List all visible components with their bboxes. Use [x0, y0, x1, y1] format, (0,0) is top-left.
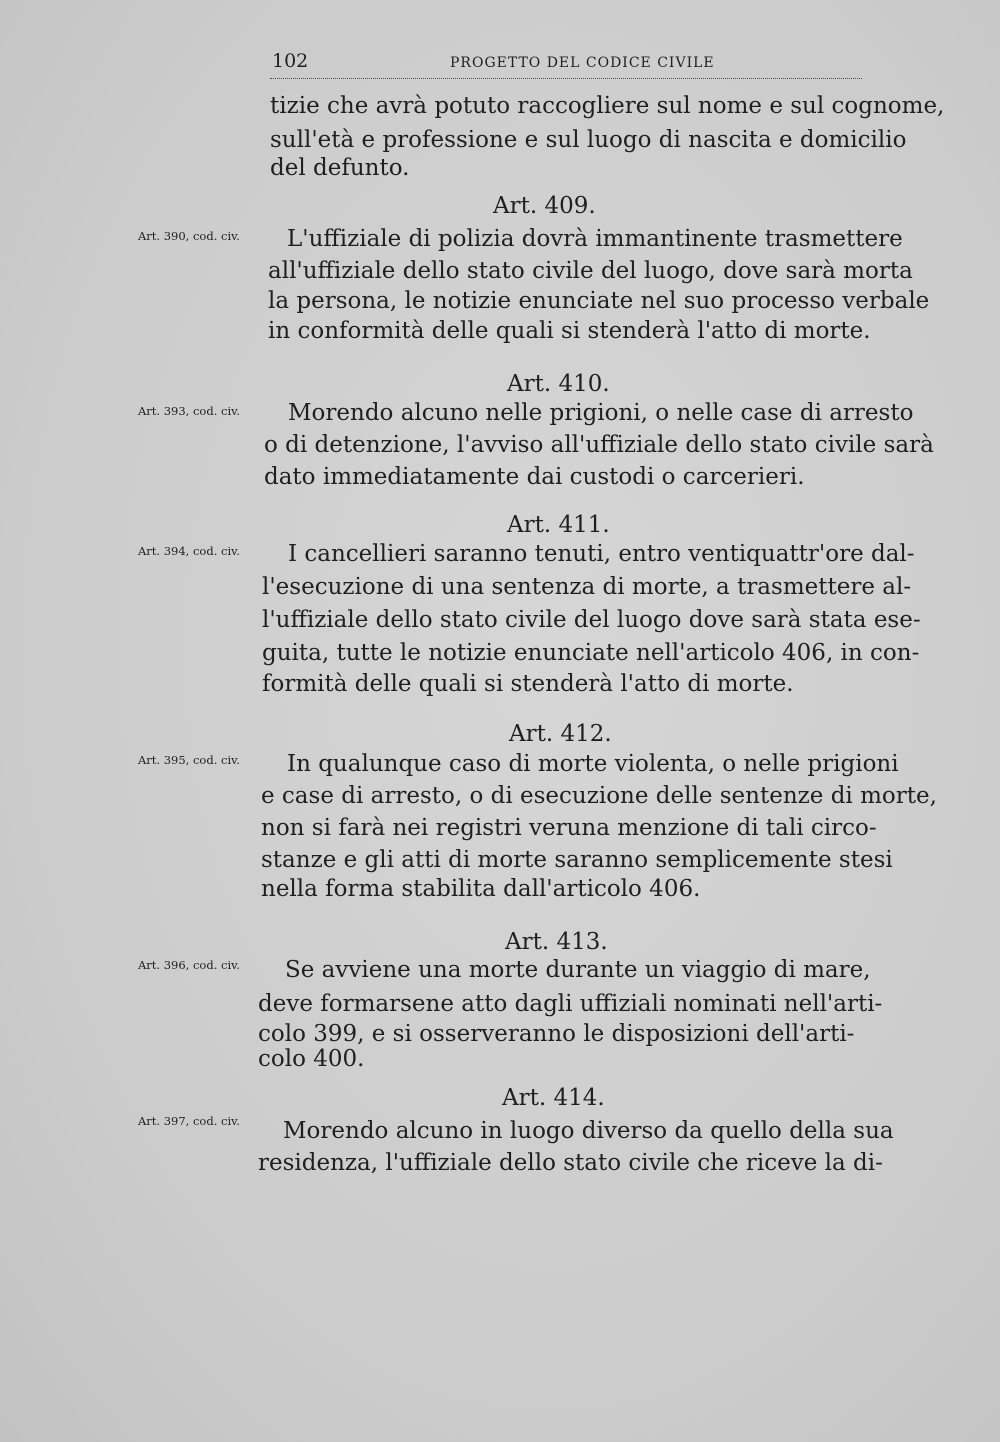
article-heading: Art. 411.: [507, 512, 610, 538]
margin-reference: Art. 397, cod. civ.: [138, 1114, 240, 1128]
margin-reference: Art. 395, cod. civ.: [138, 753, 240, 767]
line-text: L'uffiziale di polizia dovrà immantinente trasmettere: [287, 226, 903, 252]
line-text: In qualunque caso di morte violenta, o nelle prigioni: [287, 751, 899, 777]
text-line: [0, 428, 1000, 462]
line-text: in conformità delle quali si stenderà l'atto di morte.: [268, 318, 871, 344]
text-line: [0, 811, 1000, 845]
text-line: [0, 1114, 1000, 1148]
line-text: I cancellieri saranno tenuti, entro ventiquattr'ore dal-: [288, 541, 915, 567]
line-text: Morendo alcuno nelle prigioni, o nelle case di arresto: [288, 400, 914, 426]
margin-reference: Art. 390, cod. civ.: [138, 229, 240, 243]
text-line: [0, 636, 1000, 670]
line-text: l'esecuzione di una sentenza di morte, a trasmettere al-: [262, 574, 912, 600]
margin-reference: Art. 394, cod. civ.: [138, 544, 240, 558]
margin-reference: Art. 396, cod. civ.: [138, 958, 240, 972]
line-text: residenza, l'uffiziale dello stato civile che riceve la di-: [258, 1150, 883, 1176]
text-line: [0, 872, 1000, 906]
line-text: formità delle quali si stenderà l'atto di morte.: [262, 671, 794, 697]
page-number: 102: [272, 50, 309, 72]
line-text: tizie che avrà potuto raccogliere sul nome e sul cognome,: [270, 93, 945, 119]
text-line: [0, 603, 1000, 637]
line-text: o di detenzione, l'avviso all'uffiziale dello stato civile sarà: [264, 432, 934, 458]
text-line: [0, 284, 1000, 318]
text-line: [0, 89, 1000, 123]
text-line: [0, 151, 1000, 185]
line-text: guita, tutte le notizie enunciate nell'articolo 406, in con-: [262, 640, 920, 666]
margin-reference: Art. 393, cod. civ.: [138, 404, 240, 418]
line-text: la persona, le notizie enunciate nel suo processo verbale: [268, 288, 930, 314]
text-line: [0, 779, 1000, 813]
article-heading: Art. 414.: [502, 1085, 605, 1111]
article-heading: Art. 409.: [493, 193, 596, 219]
text-line: [0, 314, 1000, 348]
line-text: Se avviene una morte durante un viaggio di mare,: [285, 957, 871, 983]
text-line: [0, 953, 1000, 987]
text-line: [0, 396, 1000, 430]
line-text: del defunto.: [270, 155, 410, 181]
text-line: [0, 747, 1000, 781]
text-line: [0, 570, 1000, 604]
text-line: [0, 254, 1000, 288]
text-line: [0, 667, 1000, 701]
line-text: Morendo alcuno in luogo diverso da quello della sua: [283, 1118, 894, 1144]
line-text: l'uffiziale dello stato civile del luogo dove sarà stata ese-: [262, 607, 921, 633]
running-header: [270, 48, 862, 79]
line-text: dato immediatamente dai custodi o carcerieri.: [264, 464, 805, 490]
line-text: all'uffiziale dello stato civile del luogo, dove sarà morta: [268, 258, 913, 284]
line-text: nella forma stabilita dall'articolo 406.: [261, 876, 701, 902]
line-text: stanze e gli atti di morte saranno semplicemente stesi: [261, 847, 893, 873]
text-line: [0, 1042, 1000, 1076]
text-line: [0, 1146, 1000, 1180]
line-text: colo 400.: [258, 1046, 365, 1072]
line-text: non si farà nei registri veruna menzione di tali circo-: [261, 815, 877, 841]
line-text: e case di arresto, o di esecuzione delle sentenze di morte,: [261, 783, 937, 809]
text-line: [0, 460, 1000, 494]
line-text: sull'età e professione e sul luogo di nascita e domicilio: [270, 127, 907, 153]
running-title: PROGETTO DEL CODICE CIVILE: [450, 55, 715, 71]
line-text: deve formarsene atto dagli uffiziali nominati nell'arti-: [258, 991, 883, 1017]
article-heading: Art. 410.: [507, 371, 610, 397]
text-line: [0, 987, 1000, 1021]
article-heading: Art. 413.: [505, 929, 608, 955]
text-line: [0, 537, 1000, 571]
line-text: colo 399, e si osserveranno le disposizioni dell'arti-: [258, 1021, 855, 1047]
article-heading: Art. 412.: [509, 721, 612, 747]
text-line: [0, 222, 1000, 256]
